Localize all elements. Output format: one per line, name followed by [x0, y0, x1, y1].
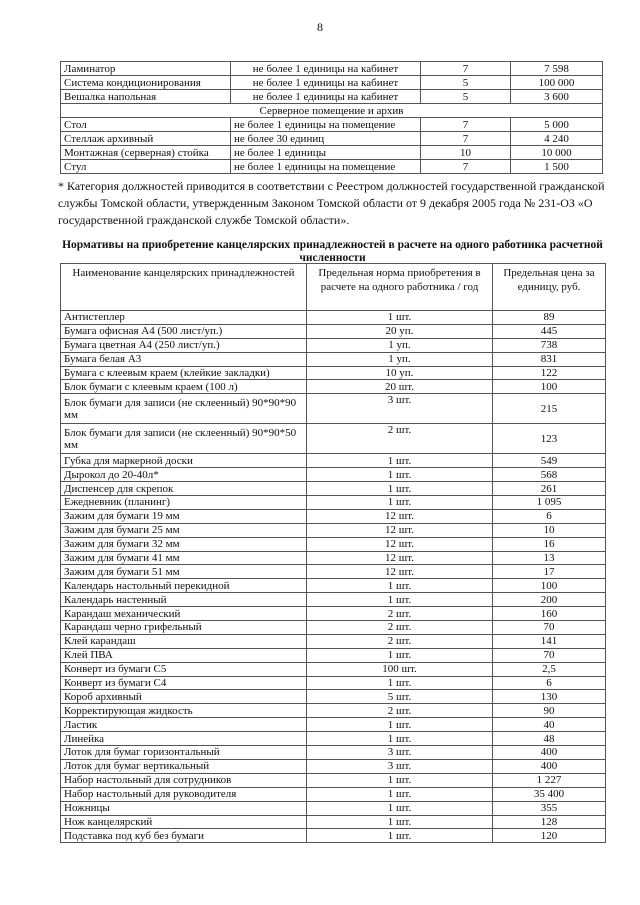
item-norm: не более 1 единицы на помещение	[231, 118, 421, 132]
item-price: 70	[493, 621, 606, 635]
table-row	[61, 676, 606, 690]
item-name: Стеллаж архивный	[61, 132, 231, 146]
item-price: 141	[493, 634, 606, 648]
item-price: 120	[493, 829, 606, 843]
table-row	[61, 704, 606, 718]
item-qty: 1 шт.	[307, 482, 493, 496]
item-price: 215	[493, 394, 606, 424]
item-norm: не более 1 единицы на кабинет	[231, 62, 421, 76]
section-row	[61, 104, 603, 118]
item-name: Лоток для бумаг вертикальный	[61, 759, 307, 773]
item-name: Конверт из бумаги С4	[61, 676, 307, 690]
item-qty: 2 шт.	[307, 621, 493, 635]
section-title: Серверное помещение и архив	[61, 104, 603, 118]
footnote: * Категория должностей приводится в соответствии с Реестром должностей государственной гражданской службы Томской области, утвержденным Законом Томской области от 9 декабря 2005 года № 231-ОЗ «О государственной гражданской службе Томской области».	[58, 179, 605, 227]
item-qty: 1 шт.	[307, 648, 493, 662]
table-row	[61, 787, 606, 801]
item-price: 128	[493, 815, 606, 829]
table-row	[61, 634, 606, 648]
table-row	[61, 338, 606, 352]
item-qty: 12 шт.	[307, 565, 493, 579]
item-qty: 12 шт.	[307, 509, 493, 523]
item-price: 160	[493, 607, 606, 621]
item-name: Ластик	[61, 718, 307, 732]
item-price: 40	[493, 718, 606, 732]
item-price: 400	[493, 759, 606, 773]
item-price: 10	[493, 523, 606, 537]
table-row	[61, 496, 606, 510]
item-name: Лоток для бумаг горизонтальный	[61, 746, 307, 760]
item-price: 6	[493, 509, 606, 523]
table-row	[61, 815, 606, 829]
furniture-table	[60, 61, 603, 174]
item-price: 568	[493, 468, 606, 482]
item-name: Монтажная (серверная) стойка	[61, 146, 231, 160]
item-name: Клей ПВА	[61, 648, 307, 662]
item-name: Карандаш механический	[61, 607, 307, 621]
item-name: Набор настольный для сотрудников	[61, 773, 307, 787]
item-name: Бумага с клеевым краем (клейкие закладки)	[61, 366, 307, 380]
table-row	[61, 746, 606, 760]
item-name: Бумага цветная А4 (250 лист/уп.)	[61, 338, 307, 352]
item-norm: не более 1 единицы на кабинет	[231, 76, 421, 90]
table-row	[61, 579, 606, 593]
item-price: 48	[493, 732, 606, 746]
item-qty: 1 шт.	[307, 468, 493, 482]
item-name: Короб архивный	[61, 690, 307, 704]
table-row	[61, 380, 606, 394]
table-row	[61, 482, 606, 496]
item-name: Клей карандаш	[61, 634, 307, 648]
header-name: Наименование канцелярских принадлежностей	[61, 264, 307, 311]
item-name: Ножницы	[61, 801, 307, 815]
table-row	[61, 621, 606, 635]
item-qty: 1 шт.	[307, 593, 493, 607]
table-row	[61, 76, 603, 90]
item-name: Календарь настенный	[61, 593, 307, 607]
item-price: 90	[493, 704, 606, 718]
item-name: Блок бумаги для записи (не склеенный) 90*90*50 мм	[61, 424, 307, 454]
table-row	[61, 565, 606, 579]
item-name: Линейка	[61, 732, 307, 746]
item-years: 7	[421, 118, 511, 132]
item-norm: не более 1 единицы на кабинет	[231, 90, 421, 104]
item-name: Набор настольный для руководителя	[61, 787, 307, 801]
table-row	[61, 366, 606, 380]
item-qty: 12 шт.	[307, 523, 493, 537]
item-qty: 2 шт.	[307, 424, 493, 454]
item-name: Конверт из бумаги С5	[61, 662, 307, 676]
item-price: 355	[493, 801, 606, 815]
item-norm: не более 1 единицы на помещение	[231, 160, 421, 174]
item-price: 10 000	[511, 146, 603, 160]
table-row	[61, 352, 606, 366]
item-name: Бумага белая А3	[61, 352, 307, 366]
item-qty: 3 шт.	[307, 746, 493, 760]
item-name: Губка для маркерной доски	[61, 454, 307, 468]
item-qty: 1 уп.	[307, 352, 493, 366]
item-price: 123	[493, 424, 606, 454]
table-row	[61, 759, 606, 773]
item-name: Блок бумаги для записи (не склеенный) 90*90*90 мм	[61, 394, 307, 424]
item-qty: 1 шт.	[307, 829, 493, 843]
table-row	[61, 468, 606, 482]
item-qty: 2 шт.	[307, 634, 493, 648]
item-price: 200	[493, 593, 606, 607]
item-price: 100	[493, 579, 606, 593]
item-name: Нож канцелярский	[61, 815, 307, 829]
item-years: 7	[421, 132, 511, 146]
item-price: 549	[493, 454, 606, 468]
item-price: 35 400	[493, 787, 606, 801]
item-qty: 1 шт.	[307, 579, 493, 593]
table-row	[61, 773, 606, 787]
table-row	[61, 118, 603, 132]
table-row	[61, 829, 606, 843]
table-row	[61, 394, 606, 424]
item-price: 3 600	[511, 90, 603, 104]
item-name: Календарь настольный перекидной	[61, 579, 307, 593]
item-price: 17	[493, 565, 606, 579]
item-name: Зажим для бумаги 19 мм	[61, 509, 307, 523]
table-row	[61, 718, 606, 732]
item-name: Корректирующая жидкость	[61, 704, 307, 718]
item-qty: 12 шт.	[307, 551, 493, 565]
item-price: 7 598	[511, 62, 603, 76]
item-qty: 5 шт.	[307, 690, 493, 704]
item-name: Зажим для бумаги 25 мм	[61, 523, 307, 537]
item-qty: 3 шт.	[307, 394, 493, 424]
table-row	[61, 593, 606, 607]
item-price: 445	[493, 324, 606, 338]
item-price: 4 240	[511, 132, 603, 146]
table-row	[61, 62, 603, 76]
item-qty: 2 шт.	[307, 704, 493, 718]
item-qty: 1 шт.	[307, 454, 493, 468]
item-price: 400	[493, 746, 606, 760]
item-qty: 20 шт.	[307, 380, 493, 394]
table-row	[61, 424, 606, 454]
item-years: 7	[421, 160, 511, 174]
item-qty: 1 шт.	[307, 676, 493, 690]
item-name: Вешалка напольная	[61, 90, 231, 104]
item-qty: 100 шт.	[307, 662, 493, 676]
table-row	[61, 509, 606, 523]
item-price: 122	[493, 366, 606, 380]
item-qty: 1 уп.	[307, 338, 493, 352]
item-name: Ламинатор	[61, 62, 231, 76]
item-qty: 12 шт.	[307, 537, 493, 551]
table-row	[61, 551, 606, 565]
stationery-table	[60, 263, 606, 843]
table-header-row	[61, 264, 606, 311]
table-row	[61, 90, 603, 104]
table-row	[61, 607, 606, 621]
item-name: Ежедневник (планинг)	[61, 496, 307, 510]
item-price: 16	[493, 537, 606, 551]
item-name: Зажим для бумаги 51 мм	[61, 565, 307, 579]
item-price: 1 227	[493, 773, 606, 787]
item-qty: 1 шт.	[307, 496, 493, 510]
item-name: Подставка под куб без бумаги	[61, 829, 307, 843]
item-price: 70	[493, 648, 606, 662]
item-name: Бумага офисная А4 (500 лист/уп.)	[61, 324, 307, 338]
item-years: 5	[421, 76, 511, 90]
item-years: 10	[421, 146, 511, 160]
item-price: 100	[493, 380, 606, 394]
table-row	[61, 311, 606, 325]
item-qty: 1 шт.	[307, 787, 493, 801]
table-row	[61, 801, 606, 815]
item-price: 5 000	[511, 118, 603, 132]
table-row	[61, 732, 606, 746]
item-price: 100 000	[511, 76, 603, 90]
item-price: 89	[493, 311, 606, 325]
item-qty: 1 шт.	[307, 815, 493, 829]
table-row	[61, 160, 603, 174]
table-row	[61, 146, 603, 160]
item-qty: 1 шт.	[307, 732, 493, 746]
item-price: 1 500	[511, 160, 603, 174]
item-years: 5	[421, 90, 511, 104]
item-name: Стул	[61, 160, 231, 174]
table-row	[61, 454, 606, 468]
item-price: 6	[493, 676, 606, 690]
item-qty: 2 шт.	[307, 607, 493, 621]
item-name: Стол	[61, 118, 231, 132]
item-qty: 1 шт.	[307, 801, 493, 815]
item-price: 738	[493, 338, 606, 352]
item-qty: 20 уп.	[307, 324, 493, 338]
item-name: Диспенсер для скрепок	[61, 482, 307, 496]
item-qty: 10 уп.	[307, 366, 493, 380]
table-row	[61, 662, 606, 676]
page-number: 8	[317, 20, 323, 34]
table-row	[61, 690, 606, 704]
item-price: 130	[493, 690, 606, 704]
item-qty: 1 шт.	[307, 773, 493, 787]
table-row	[61, 648, 606, 662]
item-price: 2,5	[493, 662, 606, 676]
item-name: Блок бумаги с клеевым краем (100 л)	[61, 380, 307, 394]
item-years: 7	[421, 62, 511, 76]
item-norm: не более 30 единиц	[231, 132, 421, 146]
item-price: 261	[493, 482, 606, 496]
item-price: 13	[493, 551, 606, 565]
item-qty: 1 шт.	[307, 718, 493, 732]
item-name: Зажим для бумаги 32 мм	[61, 537, 307, 551]
table-row	[61, 324, 606, 338]
item-name: Карандаш черно грифельный	[61, 621, 307, 635]
item-name: Система кондиционирования	[61, 76, 231, 90]
header-price: Предельная цена за единицу, руб.	[493, 264, 606, 311]
item-name: Дырокол до 20-40л*	[61, 468, 307, 482]
item-qty: 3 шт.	[307, 759, 493, 773]
item-qty: 1 шт.	[307, 311, 493, 325]
table-row	[61, 523, 606, 537]
item-norm: не более 1 единицы	[231, 146, 421, 160]
table-row	[61, 537, 606, 551]
item-price: 1 095	[493, 496, 606, 510]
item-price: 831	[493, 352, 606, 366]
section-heading: Нормативы на приобретение канцелярских принадлежностей в расчете на одного работника расчетной численности	[62, 239, 603, 264]
item-name: Антистеплер	[61, 311, 307, 325]
item-name: Зажим для бумаги 41 мм	[61, 551, 307, 565]
table-row	[61, 132, 603, 146]
header-norm: Предельная норма приобретения в расчете на одного работника / год	[307, 264, 493, 311]
